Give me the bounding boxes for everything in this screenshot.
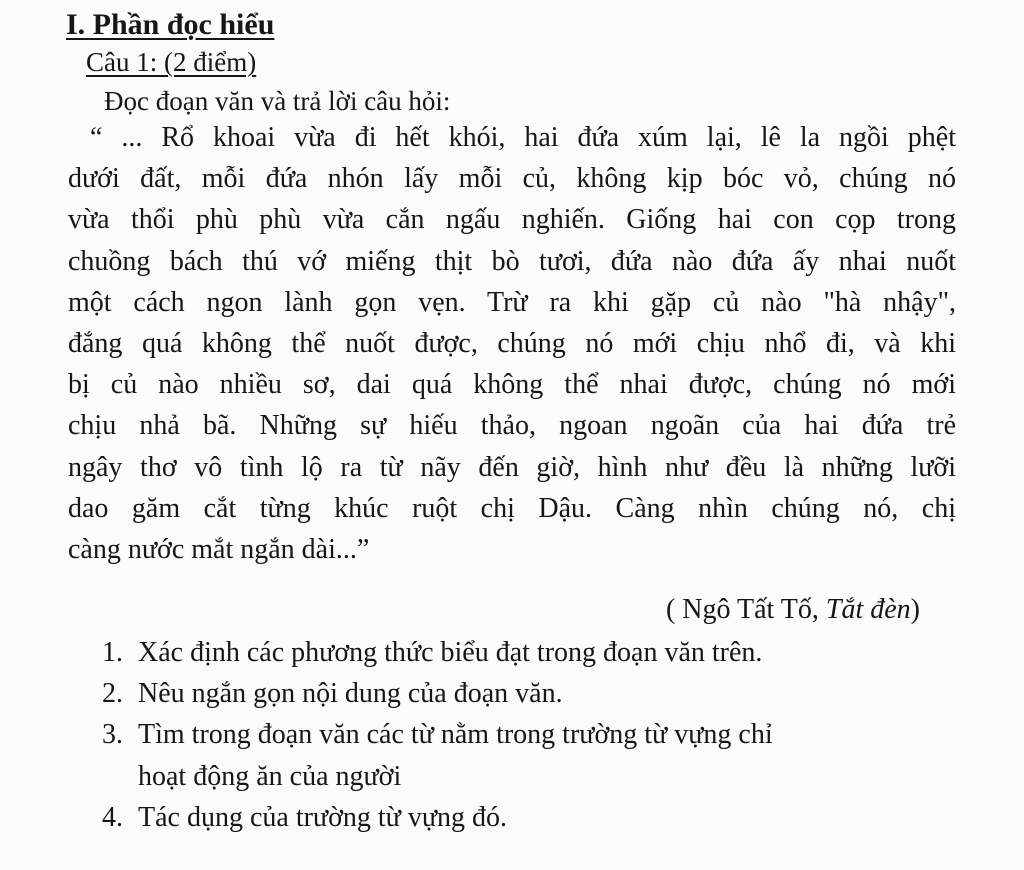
question-text: Tác dụng của trường từ vựng đó. <box>138 801 508 833</box>
list-item <box>102 673 932 714</box>
source-author: ( Ngô Tất Tố, <box>665 594 826 625</box>
list-item <box>102 632 932 673</box>
passage-line: bị củ nào nhiều sơ, dai quá không thể nhai được, chúng nó mới <box>68 369 956 401</box>
passage-line: chuồng bách thú vớ miếng thịt bò tươi, đứa nào đứa ấy nhai nuốt <box>68 245 956 277</box>
passage-line: dao găm cắt từng khúc ruột chị Dậu. Càng nhìn chúng nó, chị <box>68 492 956 524</box>
question-text: Tìm trong đoạn văn các từ nằm trong trường từ vựng chỉ hoạt động ăn của người <box>138 719 773 792</box>
list-item <box>102 797 932 838</box>
question-number: 1. <box>102 637 123 668</box>
passage-line: càng nước mắt ngắn dài...” <box>68 534 370 566</box>
question-list <box>102 632 932 838</box>
question-title: Câu 1: (2 điểm) <box>86 47 257 77</box>
question-instruction: Đọc đoạn văn và trả lời câu hỏi: <box>104 86 451 116</box>
passage-source <box>666 594 920 626</box>
section-title: I. Phần đọc hiểu <box>66 8 275 41</box>
question-text: Nêu ngắn gọn nội dung của đoạn văn. <box>138 678 563 710</box>
passage-line: “ ... Rổ khoai vừa đi hết khói, hai đứa xúm lại, lê la ngồi phệt <box>90 122 956 153</box>
passage-line: vừa thổi phù phù vừa cắn ngấu nghiến. Giống hai con cọp trong <box>68 204 956 236</box>
source-close: ) <box>910 594 920 625</box>
passage-line: dưới đất, mỗi đứa nhón lấy mỗi củ, không kịp bóc vỏ, chúng nó <box>68 163 956 195</box>
passage-line: đắng quá không thể nuốt được, chúng nó mới chịu nhổ đi, và khi <box>68 328 956 360</box>
list-item <box>102 714 932 796</box>
passage-line: chịu nhả bã. Những sự hiếu thảo, ngoan ngoãn của hai đứa trẻ <box>68 410 956 442</box>
question-number: 4. <box>102 801 123 833</box>
question-number: 2. <box>102 678 123 710</box>
source-work-title: Tắt đèn <box>825 594 911 625</box>
question-number: 3. <box>102 719 123 751</box>
quoted-passage <box>68 117 956 570</box>
question-text: Xác định các phương thức biểu đạt trong đoạn văn trên. <box>138 637 763 668</box>
passage-line: một cách ngon lành gọn vẹn. Trừ ra khi gặp củ nào "hà nhậy", <box>68 286 956 318</box>
passage-line: ngây thơ vô tình lộ ra từ nãy đến giờ, hình như đều là những lưỡi <box>68 451 956 483</box>
